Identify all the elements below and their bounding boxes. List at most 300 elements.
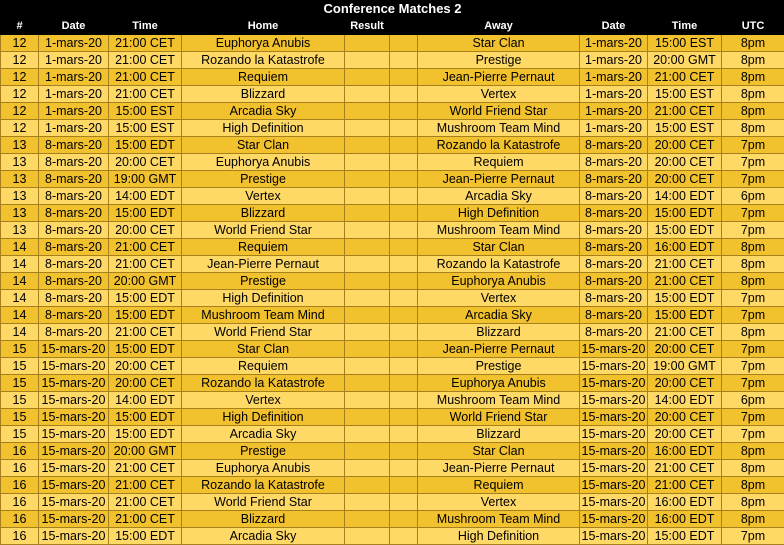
result-away-cell[interactable] (390, 273, 418, 290)
away-team-cell[interactable]: Rozando la Katastrofe (418, 137, 580, 154)
result-home-cell[interactable] (345, 137, 390, 154)
away-time-cell[interactable]: 21:00 CET (648, 273, 722, 290)
home-team-cell[interactable]: High Definition (182, 120, 345, 137)
utc-cell[interactable]: 7pm (722, 171, 784, 188)
utc-cell[interactable]: 8pm (722, 35, 784, 52)
away-time-cell[interactable]: 21:00 CET (648, 324, 722, 341)
round-cell[interactable]: 13 (1, 222, 39, 239)
home-team-cell[interactable]: Vertex (182, 392, 345, 409)
away-team-cell[interactable]: Prestige (418, 358, 580, 375)
away-date-cell[interactable]: 15-mars-20 (580, 392, 648, 409)
round-cell[interactable]: 16 (1, 460, 39, 477)
away-time-cell[interactable]: 20:00 CET (648, 154, 722, 171)
result-away-cell[interactable] (390, 256, 418, 273)
utc-cell[interactable]: 8pm (722, 477, 784, 494)
away-date-cell[interactable]: 1-mars-20 (580, 86, 648, 103)
home-team-cell[interactable]: World Friend Star (182, 494, 345, 511)
away-team-cell[interactable]: Blizzard (418, 324, 580, 341)
round-cell[interactable]: 14 (1, 290, 39, 307)
away-date-cell[interactable]: 8-mars-20 (580, 290, 648, 307)
utc-cell[interactable]: 8pm (722, 120, 784, 137)
result-away-cell[interactable] (390, 52, 418, 69)
away-date-cell[interactable]: 15-mars-20 (580, 375, 648, 392)
away-time-cell[interactable]: 20:00 CET (648, 171, 722, 188)
home-team-cell[interactable]: Prestige (182, 443, 345, 460)
away-team-cell[interactable]: Blizzard (418, 426, 580, 443)
home-time-cell[interactable]: 20:00 CET (109, 222, 182, 239)
home-team-cell[interactable]: Vertex (182, 188, 345, 205)
home-team-cell[interactable]: Star Clan (182, 341, 345, 358)
away-team-cell[interactable]: Arcadia Sky (418, 188, 580, 205)
result-away-cell[interactable] (390, 35, 418, 52)
utc-cell[interactable]: 8pm (722, 460, 784, 477)
away-date-cell[interactable]: 15-mars-20 (580, 494, 648, 511)
result-home-cell[interactable] (345, 477, 390, 494)
away-team-cell[interactable]: Mushroom Team Mind (418, 120, 580, 137)
away-date-cell[interactable]: 8-mars-20 (580, 307, 648, 324)
home-time-cell[interactable]: 15:00 EDT (109, 205, 182, 222)
away-time-cell[interactable]: 15:00 EDT (648, 222, 722, 239)
home-date-cell[interactable]: 8-mars-20 (39, 205, 109, 222)
header-utc[interactable]: UTC (722, 18, 784, 35)
result-home-cell[interactable] (345, 392, 390, 409)
header-home-date[interactable]: Date (39, 18, 109, 35)
result-away-cell[interactable] (390, 171, 418, 188)
away-date-cell[interactable]: 15-mars-20 (580, 358, 648, 375)
home-time-cell[interactable]: 21:00 CET (109, 511, 182, 528)
away-date-cell[interactable]: 15-mars-20 (580, 409, 648, 426)
away-time-cell[interactable]: 14:00 EDT (648, 188, 722, 205)
result-home-cell[interactable] (345, 103, 390, 120)
result-away-cell[interactable] (390, 511, 418, 528)
away-time-cell[interactable]: 21:00 CET (648, 460, 722, 477)
result-home-cell[interactable] (345, 409, 390, 426)
result-away-cell[interactable] (390, 69, 418, 86)
home-date-cell[interactable]: 8-mars-20 (39, 154, 109, 171)
home-time-cell[interactable]: 21:00 CET (109, 35, 182, 52)
home-date-cell[interactable]: 8-mars-20 (39, 290, 109, 307)
result-away-cell[interactable] (390, 341, 418, 358)
home-time-cell[interactable]: 15:00 EDT (109, 290, 182, 307)
away-date-cell[interactable]: 15-mars-20 (580, 477, 648, 494)
away-time-cell[interactable]: 15:00 EDT (648, 290, 722, 307)
away-time-cell[interactable]: 14:00 EDT (648, 392, 722, 409)
home-team-cell[interactable]: Rozando la Katastrofe (182, 375, 345, 392)
home-date-cell[interactable]: 8-mars-20 (39, 256, 109, 273)
home-time-cell[interactable]: 14:00 EDT (109, 392, 182, 409)
utc-cell[interactable]: 7pm (722, 426, 784, 443)
home-time-cell[interactable]: 21:00 CET (109, 494, 182, 511)
home-time-cell[interactable]: 15:00 EST (109, 103, 182, 120)
away-date-cell[interactable]: 1-mars-20 (580, 103, 648, 120)
home-time-cell[interactable]: 14:00 EDT (109, 188, 182, 205)
result-home-cell[interactable] (345, 273, 390, 290)
away-date-cell[interactable]: 8-mars-20 (580, 256, 648, 273)
home-time-cell[interactable]: 20:00 CET (109, 154, 182, 171)
away-time-cell[interactable]: 20:00 CET (648, 341, 722, 358)
away-team-cell[interactable]: Prestige (418, 52, 580, 69)
away-team-cell[interactable]: World Friend Star (418, 409, 580, 426)
away-time-cell[interactable]: 19:00 GMT (648, 358, 722, 375)
utc-cell[interactable]: 8pm (722, 86, 784, 103)
result-away-cell[interactable] (390, 239, 418, 256)
utc-cell[interactable]: 8pm (722, 52, 784, 69)
away-team-cell[interactable]: Mushroom Team Mind (418, 511, 580, 528)
result-away-cell[interactable] (390, 290, 418, 307)
round-cell[interactable]: 15 (1, 392, 39, 409)
away-time-cell[interactable]: 21:00 CET (648, 103, 722, 120)
home-team-cell[interactable]: Jean-Pierre Pernaut (182, 256, 345, 273)
home-team-cell[interactable]: Requiem (182, 358, 345, 375)
result-away-cell[interactable] (390, 222, 418, 239)
away-team-cell[interactable]: Star Clan (418, 35, 580, 52)
result-home-cell[interactable] (345, 307, 390, 324)
result-away-cell[interactable] (390, 392, 418, 409)
home-team-cell[interactable]: Star Clan (182, 137, 345, 154)
sheet-title[interactable]: Conference Matches 2 (1, 0, 784, 18)
home-date-cell[interactable]: 15-mars-20 (39, 358, 109, 375)
home-team-cell[interactable]: World Friend Star (182, 324, 345, 341)
result-home-cell[interactable] (345, 52, 390, 69)
home-date-cell[interactable]: 8-mars-20 (39, 171, 109, 188)
utc-cell[interactable]: 7pm (722, 528, 784, 545)
home-date-cell[interactable]: 8-mars-20 (39, 137, 109, 154)
round-cell[interactable]: 15 (1, 426, 39, 443)
away-team-cell[interactable]: Vertex (418, 290, 580, 307)
result-home-cell[interactable] (345, 460, 390, 477)
away-date-cell[interactable]: 15-mars-20 (580, 460, 648, 477)
home-time-cell[interactable]: 15:00 EDT (109, 409, 182, 426)
home-team-cell[interactable]: High Definition (182, 290, 345, 307)
away-team-cell[interactable]: High Definition (418, 528, 580, 545)
home-time-cell[interactable]: 21:00 CET (109, 86, 182, 103)
home-time-cell[interactable]: 21:00 CET (109, 477, 182, 494)
away-date-cell[interactable]: 15-mars-20 (580, 443, 648, 460)
result-home-cell[interactable] (345, 358, 390, 375)
home-time-cell[interactable]: 15:00 EDT (109, 426, 182, 443)
home-date-cell[interactable]: 1-mars-20 (39, 35, 109, 52)
home-team-cell[interactable]: Rozando la Katastrofe (182, 477, 345, 494)
result-away-cell[interactable] (390, 324, 418, 341)
home-team-cell[interactable]: Arcadia Sky (182, 426, 345, 443)
utc-cell[interactable]: 8pm (722, 103, 784, 120)
home-time-cell[interactable]: 21:00 CET (109, 256, 182, 273)
home-date-cell[interactable]: 8-mars-20 (39, 188, 109, 205)
header-result-away[interactable] (390, 18, 418, 35)
away-team-cell[interactable]: Star Clan (418, 239, 580, 256)
round-cell[interactable]: 14 (1, 239, 39, 256)
home-time-cell[interactable]: 21:00 CET (109, 460, 182, 477)
utc-cell[interactable]: 8pm (722, 443, 784, 460)
home-team-cell[interactable]: Blizzard (182, 511, 345, 528)
away-date-cell[interactable]: 15-mars-20 (580, 426, 648, 443)
result-away-cell[interactable] (390, 375, 418, 392)
result-home-cell[interactable] (345, 222, 390, 239)
result-home-cell[interactable] (345, 511, 390, 528)
round-cell[interactable]: 12 (1, 52, 39, 69)
home-date-cell[interactable]: 8-mars-20 (39, 307, 109, 324)
round-cell[interactable]: 13 (1, 188, 39, 205)
away-team-cell[interactable]: Jean-Pierre Pernaut (418, 171, 580, 188)
round-cell[interactable]: 16 (1, 443, 39, 460)
round-cell[interactable]: 12 (1, 69, 39, 86)
home-date-cell[interactable]: 15-mars-20 (39, 494, 109, 511)
away-team-cell[interactable]: World Friend Star (418, 103, 580, 120)
away-time-cell[interactable]: 21:00 CET (648, 256, 722, 273)
result-away-cell[interactable] (390, 426, 418, 443)
away-team-cell[interactable]: Requiem (418, 154, 580, 171)
utc-cell[interactable]: 7pm (722, 205, 784, 222)
away-time-cell[interactable]: 21:00 CET (648, 69, 722, 86)
result-home-cell[interactable] (345, 205, 390, 222)
home-date-cell[interactable]: 15-mars-20 (39, 375, 109, 392)
result-away-cell[interactable] (390, 205, 418, 222)
home-date-cell[interactable]: 15-mars-20 (39, 443, 109, 460)
round-cell[interactable]: 12 (1, 103, 39, 120)
result-away-cell[interactable] (390, 86, 418, 103)
result-away-cell[interactable] (390, 307, 418, 324)
result-home-cell[interactable] (345, 375, 390, 392)
away-date-cell[interactable]: 8-mars-20 (580, 273, 648, 290)
result-away-cell[interactable] (390, 477, 418, 494)
away-time-cell[interactable]: 20:00 CET (648, 375, 722, 392)
home-date-cell[interactable]: 1-mars-20 (39, 120, 109, 137)
result-away-cell[interactable] (390, 188, 418, 205)
result-home-cell[interactable] (345, 494, 390, 511)
round-cell[interactable]: 15 (1, 341, 39, 358)
home-date-cell[interactable]: 15-mars-20 (39, 409, 109, 426)
home-date-cell[interactable]: 1-mars-20 (39, 52, 109, 69)
result-away-cell[interactable] (390, 494, 418, 511)
round-cell[interactable]: 15 (1, 409, 39, 426)
away-time-cell[interactable]: 15:00 EDT (648, 528, 722, 545)
away-time-cell[interactable]: 15:00 EDT (648, 307, 722, 324)
result-home-cell[interactable] (345, 154, 390, 171)
round-cell[interactable]: 12 (1, 35, 39, 52)
result-away-cell[interactable] (390, 154, 418, 171)
home-date-cell[interactable]: 8-mars-20 (39, 273, 109, 290)
round-cell[interactable]: 16 (1, 511, 39, 528)
utc-cell[interactable]: 7pm (722, 375, 784, 392)
home-time-cell[interactable]: 15:00 EST (109, 120, 182, 137)
away-time-cell[interactable]: 16:00 EDT (648, 443, 722, 460)
away-date-cell[interactable]: 8-mars-20 (580, 324, 648, 341)
away-team-cell[interactable]: Vertex (418, 494, 580, 511)
round-cell[interactable]: 15 (1, 358, 39, 375)
round-cell[interactable]: 16 (1, 528, 39, 545)
away-team-cell[interactable]: Jean-Pierre Pernaut (418, 341, 580, 358)
home-time-cell[interactable]: 20:00 GMT (109, 273, 182, 290)
home-date-cell[interactable]: 15-mars-20 (39, 528, 109, 545)
result-away-cell[interactable] (390, 358, 418, 375)
away-date-cell[interactable]: 8-mars-20 (580, 239, 648, 256)
result-home-cell[interactable] (345, 188, 390, 205)
away-date-cell[interactable]: 15-mars-20 (580, 341, 648, 358)
home-team-cell[interactable]: Euphorya Anubis (182, 35, 345, 52)
round-cell[interactable]: 13 (1, 171, 39, 188)
home-time-cell[interactable]: 15:00 EDT (109, 528, 182, 545)
result-home-cell[interactable] (345, 324, 390, 341)
utc-cell[interactable]: 7pm (722, 154, 784, 171)
away-time-cell[interactable]: 16:00 EDT (648, 494, 722, 511)
away-date-cell[interactable]: 8-mars-20 (580, 188, 648, 205)
utc-cell[interactable]: 7pm (722, 409, 784, 426)
home-team-cell[interactable]: Rozando la Katastrofe (182, 52, 345, 69)
home-time-cell[interactable]: 20:00 GMT (109, 443, 182, 460)
home-time-cell[interactable]: 21:00 CET (109, 239, 182, 256)
away-date-cell[interactable]: 1-mars-20 (580, 35, 648, 52)
round-cell[interactable]: 13 (1, 137, 39, 154)
away-date-cell[interactable]: 8-mars-20 (580, 137, 648, 154)
away-date-cell[interactable]: 8-mars-20 (580, 222, 648, 239)
home-time-cell[interactable]: 21:00 CET (109, 324, 182, 341)
utc-cell[interactable]: 7pm (722, 358, 784, 375)
away-team-cell[interactable]: Arcadia Sky (418, 307, 580, 324)
utc-cell[interactable]: 6pm (722, 392, 784, 409)
away-time-cell[interactable]: 16:00 EDT (648, 511, 722, 528)
home-team-cell[interactable]: Prestige (182, 171, 345, 188)
away-date-cell[interactable]: 8-mars-20 (580, 154, 648, 171)
home-team-cell[interactable]: Requiem (182, 69, 345, 86)
away-time-cell[interactable]: 16:00 EDT (648, 239, 722, 256)
result-home-cell[interactable] (345, 86, 390, 103)
utc-cell[interactable]: 6pm (722, 188, 784, 205)
away-time-cell[interactable]: 20:00 CET (648, 137, 722, 154)
utc-cell[interactable]: 8pm (722, 273, 784, 290)
utc-cell[interactable]: 7pm (722, 222, 784, 239)
round-cell[interactable]: 14 (1, 307, 39, 324)
home-date-cell[interactable]: 8-mars-20 (39, 222, 109, 239)
away-time-cell[interactable]: 20:00 CET (648, 409, 722, 426)
header-result[interactable]: Result (345, 18, 390, 35)
home-date-cell[interactable]: 1-mars-20 (39, 103, 109, 120)
away-team-cell[interactable]: Rozando la Katastrofe (418, 256, 580, 273)
round-cell[interactable]: 16 (1, 494, 39, 511)
utc-cell[interactable]: 8pm (722, 511, 784, 528)
round-cell[interactable]: 14 (1, 273, 39, 290)
utc-cell[interactable]: 7pm (722, 307, 784, 324)
result-away-cell[interactable] (390, 443, 418, 460)
away-team-cell[interactable]: Vertex (418, 86, 580, 103)
away-team-cell[interactable]: Mushroom Team Mind (418, 222, 580, 239)
home-time-cell[interactable]: 19:00 GMT (109, 171, 182, 188)
home-team-cell[interactable]: Prestige (182, 273, 345, 290)
away-team-cell[interactable]: Mushroom Team Mind (418, 392, 580, 409)
utc-cell[interactable]: 8pm (722, 256, 784, 273)
home-team-cell[interactable]: World Friend Star (182, 222, 345, 239)
round-cell[interactable]: 12 (1, 120, 39, 137)
away-date-cell[interactable]: 8-mars-20 (580, 205, 648, 222)
utc-cell[interactable]: 8pm (722, 69, 784, 86)
utc-cell[interactable]: 7pm (722, 341, 784, 358)
round-cell[interactable]: 14 (1, 256, 39, 273)
result-away-cell[interactable] (390, 120, 418, 137)
result-home-cell[interactable] (345, 341, 390, 358)
utc-cell[interactable]: 7pm (722, 290, 784, 307)
home-date-cell[interactable]: 15-mars-20 (39, 477, 109, 494)
home-date-cell[interactable]: 8-mars-20 (39, 239, 109, 256)
home-time-cell[interactable]: 15:00 EDT (109, 307, 182, 324)
result-away-cell[interactable] (390, 103, 418, 120)
round-cell[interactable]: 15 (1, 375, 39, 392)
utc-cell[interactable]: 8pm (722, 494, 784, 511)
away-team-cell[interactable]: Star Clan (418, 443, 580, 460)
home-date-cell[interactable]: 15-mars-20 (39, 460, 109, 477)
away-time-cell[interactable]: 15:00 EDT (648, 205, 722, 222)
home-time-cell[interactable]: 15:00 EDT (109, 137, 182, 154)
home-time-cell[interactable]: 20:00 CET (109, 375, 182, 392)
result-away-cell[interactable] (390, 409, 418, 426)
home-team-cell[interactable]: Blizzard (182, 86, 345, 103)
result-home-cell[interactable] (345, 239, 390, 256)
header-home-time[interactable]: Time (109, 18, 182, 35)
home-date-cell[interactable]: 1-mars-20 (39, 86, 109, 103)
away-date-cell[interactable]: 1-mars-20 (580, 52, 648, 69)
home-team-cell[interactable]: High Definition (182, 409, 345, 426)
away-date-cell[interactable]: 15-mars-20 (580, 528, 648, 545)
header-home[interactable]: Home (182, 18, 345, 35)
away-date-cell[interactable]: 8-mars-20 (580, 171, 648, 188)
result-home-cell[interactable] (345, 256, 390, 273)
home-team-cell[interactable]: Arcadia Sky (182, 103, 345, 120)
home-time-cell[interactable]: 21:00 CET (109, 69, 182, 86)
result-home-cell[interactable] (345, 35, 390, 52)
result-home-cell[interactable] (345, 443, 390, 460)
away-team-cell[interactable]: Jean-Pierre Pernaut (418, 69, 580, 86)
result-away-cell[interactable] (390, 460, 418, 477)
home-date-cell[interactable]: 8-mars-20 (39, 324, 109, 341)
away-date-cell[interactable]: 15-mars-20 (580, 511, 648, 528)
home-team-cell[interactable]: Blizzard (182, 205, 345, 222)
home-time-cell[interactable]: 20:00 CET (109, 358, 182, 375)
home-team-cell[interactable]: Requiem (182, 239, 345, 256)
round-cell[interactable]: 13 (1, 205, 39, 222)
header-away[interactable]: Away (418, 18, 580, 35)
home-date-cell[interactable]: 15-mars-20 (39, 511, 109, 528)
away-time-cell[interactable]: 15:00 EST (648, 35, 722, 52)
round-cell[interactable]: 12 (1, 86, 39, 103)
result-home-cell[interactable] (345, 290, 390, 307)
result-home-cell[interactable] (345, 171, 390, 188)
away-team-cell[interactable]: Euphorya Anubis (418, 375, 580, 392)
result-home-cell[interactable] (345, 69, 390, 86)
header-round[interactable]: # (1, 18, 39, 35)
result-home-cell[interactable] (345, 426, 390, 443)
away-date-cell[interactable]: 1-mars-20 (580, 69, 648, 86)
home-time-cell[interactable]: 15:00 EDT (109, 341, 182, 358)
round-cell[interactable]: 13 (1, 154, 39, 171)
away-time-cell[interactable]: 20:00 CET (648, 426, 722, 443)
home-team-cell[interactable]: Euphorya Anubis (182, 154, 345, 171)
home-date-cell[interactable]: 1-mars-20 (39, 69, 109, 86)
away-time-cell[interactable]: 21:00 CET (648, 477, 722, 494)
away-date-cell[interactable]: 1-mars-20 (580, 120, 648, 137)
result-home-cell[interactable] (345, 120, 390, 137)
away-team-cell[interactable]: Jean-Pierre Pernaut (418, 460, 580, 477)
round-cell[interactable]: 14 (1, 324, 39, 341)
home-team-cell[interactable]: Euphorya Anubis (182, 460, 345, 477)
home-time-cell[interactable]: 21:00 CET (109, 52, 182, 69)
away-team-cell[interactable]: Euphorya Anubis (418, 273, 580, 290)
round-cell[interactable]: 16 (1, 477, 39, 494)
home-date-cell[interactable]: 15-mars-20 (39, 341, 109, 358)
result-away-cell[interactable] (390, 137, 418, 154)
away-team-cell[interactable]: Requiem (418, 477, 580, 494)
away-time-cell[interactable]: 15:00 EST (648, 86, 722, 103)
home-date-cell[interactable]: 15-mars-20 (39, 392, 109, 409)
home-team-cell[interactable]: Arcadia Sky (182, 528, 345, 545)
away-time-cell[interactable]: 20:00 GMT (648, 52, 722, 69)
